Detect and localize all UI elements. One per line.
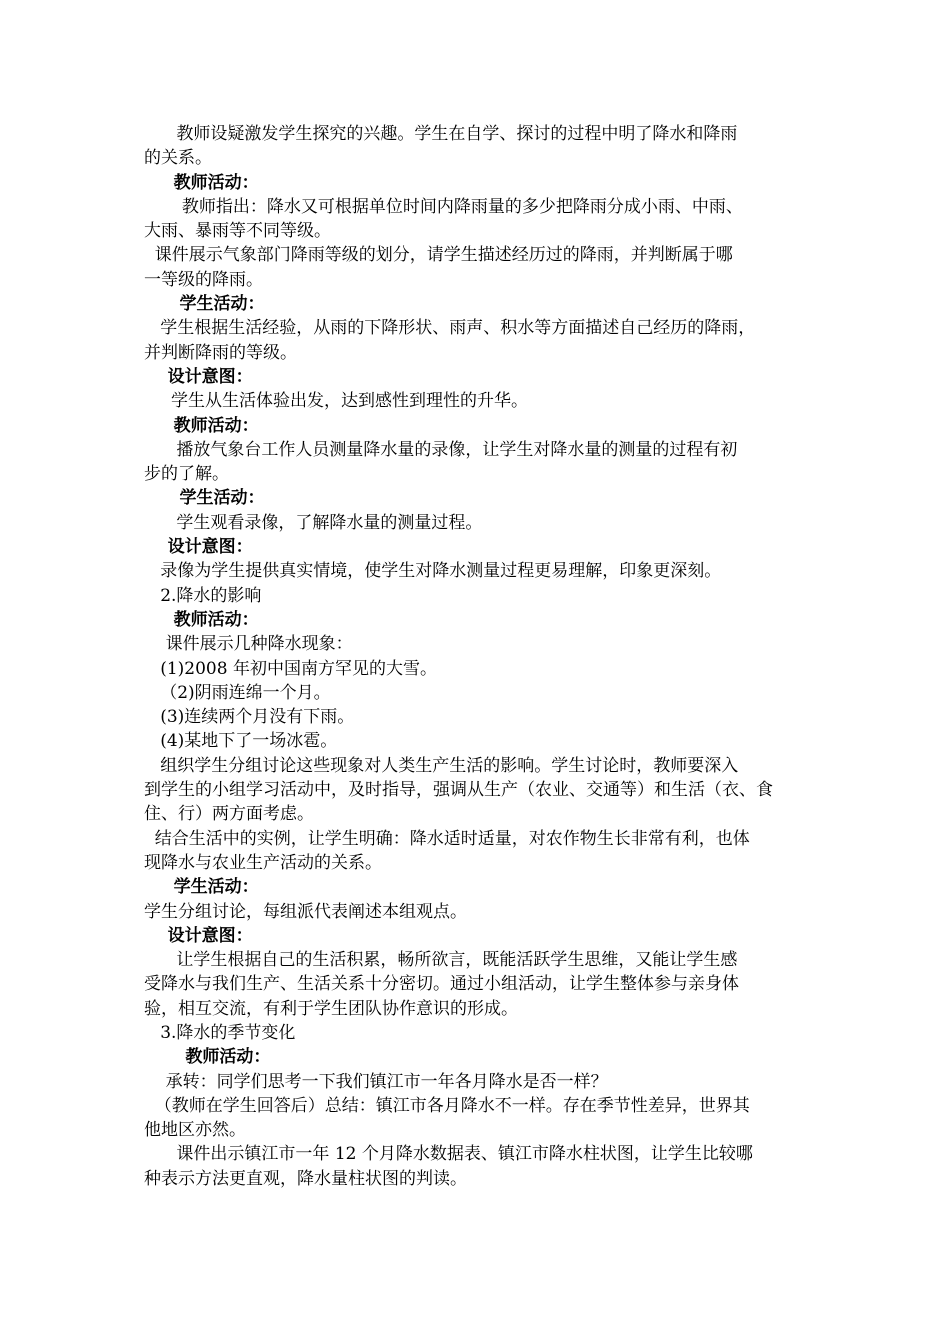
section-heading: 学生活动：: [144, 877, 259, 898]
text-line: (1)2008 年初中国南方罕见的大雪。: [144, 658, 437, 679]
text-line: 种表示方法更直观，降水量柱状图的判读。: [144, 1168, 467, 1189]
text-line: 受降水与我们生产、生活关系十分密切。通过小组活动，让学生整体参与亲身体: [144, 974, 739, 995]
section-heading: 教师活动：: [144, 172, 259, 193]
text-line: 结合生活中的实例，让学生明确：降水适时适量，对农作物生长非常有利，也体: [144, 828, 750, 849]
text-line: 教师设疑激发学生探究的兴趣。学生在自学、探讨的过程中明了降水和降雨: [144, 124, 738, 144]
text-line: 学生从生活体验出发，达到感性到理性的升华。: [144, 391, 529, 412]
text-line: 学生观看录像，了解降水量的测量过程。: [144, 512, 483, 533]
text-line: (4)某地下了一场冰雹。: [144, 731, 338, 752]
text-line: 课件展示几种降水现象：: [144, 634, 353, 655]
text-line: 一等级的降雨。: [144, 269, 263, 290]
text-line: 承转：同学们思考一下我们镇江市一年各月降水是否一样？: [144, 1071, 608, 1092]
text-line: 学生分组讨论，每组派代表阐述本组观点。: [144, 901, 467, 922]
document-page: [144, 122, 810, 1191]
section-heading: 学生活动：: [144, 294, 265, 315]
text-line: (3)连续两个月没有下雨。: [144, 707, 355, 728]
text-line: 录像为学生提供真实情境，使学生对降水测量过程更易理解，印象更深刻。: [144, 561, 722, 582]
section-heading: 教师活动：: [144, 1047, 271, 1068]
text-line: 教师指出：降水又可根据单位时间内降雨量的多少把降雨分成小雨、中雨、: [144, 196, 743, 217]
section-heading: 教师活动：: [144, 415, 259, 436]
text-line: （教师在学生回答后）总结：镇江市各月降水不一样。存在季节性差异，世界其: [144, 1095, 750, 1116]
section-heading: 教师活动：: [144, 609, 259, 630]
section-heading: 学生活动：: [144, 488, 265, 509]
text-line: 组织学生分组讨论这些现象对人类生产生活的影响。学生讨论时，教师要深入: [144, 755, 739, 776]
text-line: 他地区亦然。: [144, 1120, 246, 1141]
section-heading: 设计意图：: [144, 366, 253, 387]
section-heading: 设计意图：: [144, 537, 253, 558]
text-line: 步的了解。: [144, 464, 229, 485]
text-line: 3.降水的季节变化: [144, 1022, 296, 1043]
text-line: 住、行）两方面考虑。: [144, 804, 314, 825]
text-line: 学生根据生活经验，从雨的下降形状、雨声、积水等方面描述自己经历的降雨，: [144, 318, 756, 339]
text-line: 2.降水的影响: [144, 585, 262, 606]
section-heading: 设计意图：: [144, 925, 253, 946]
text-line: 并判断降雨的等级。: [144, 342, 297, 363]
text-line: 现降水与农业生产活动的关系。: [144, 852, 382, 873]
text-line: 的关系。: [144, 148, 212, 169]
text-line: 大雨、暴雨等不同等级。: [144, 221, 331, 242]
text-line: 课件展示气象部门降雨等级的划分，请学生描述经历过的降雨，并判断属于哪: [144, 245, 733, 266]
text-line: （2)阴雨连绵一个月。: [144, 682, 331, 703]
text-line: 播放气象台工作人员测量降水量的录像，让学生对降水量的测量的过程有初: [144, 439, 738, 460]
text-line: 课件出示镇江市一年 12 个月降水数据表、镇江市降水柱状图，让学生比较哪: [144, 1144, 753, 1165]
text-line: 验，相互交流，有利于学生团队协作意识的形成。: [144, 998, 518, 1019]
text-line: 让学生根据自己的生活积累，畅所欲言，既能活跃学生思维，又能让学生感: [144, 950, 738, 971]
document-body: [144, 122, 810, 1191]
text-line: 到学生的小组学习活动中，及时指导，强调从生产（农业、交通等）和生活（衣、食: [144, 780, 773, 801]
